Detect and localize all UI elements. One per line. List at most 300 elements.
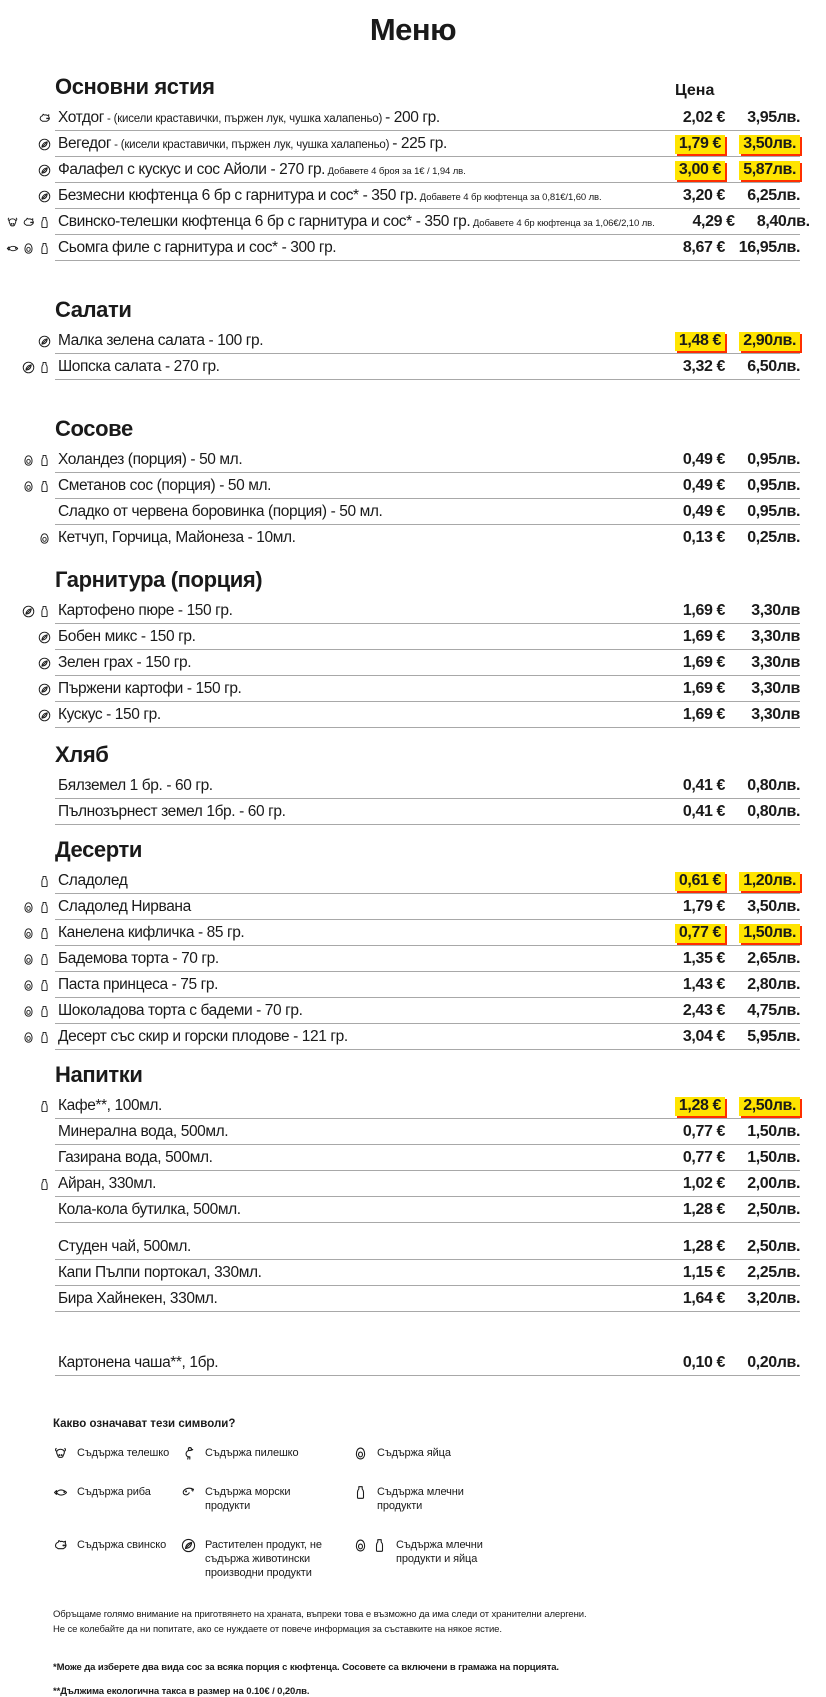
menu-item-row	[7, 1197, 800, 1223]
item-name	[58, 1290, 645, 1308]
legend-grid	[53, 1446, 826, 1580]
item-name-text: Сьомга филе с гарнитура и сос* - 300 гр.	[58, 239, 337, 256]
item-name	[58, 680, 645, 698]
item-name	[58, 872, 645, 890]
menu-item-row	[7, 650, 800, 676]
egg-icon	[22, 454, 35, 467]
milk-icon	[38, 1005, 51, 1018]
section-header-row	[55, 416, 800, 442]
veg-icon	[38, 164, 51, 177]
price-eur	[645, 924, 725, 943]
egg-icon	[22, 979, 35, 992]
legend-entry	[181, 1538, 353, 1581]
legend-entry-icons	[353, 1446, 368, 1461]
menu-section	[7, 1062, 800, 1376]
chicken-icon	[181, 1446, 196, 1461]
legend-entry	[53, 1446, 181, 1461]
milk-icon	[38, 216, 51, 229]
menu-item-row	[7, 1119, 800, 1145]
price-eur-value: 4,29 €	[692, 213, 735, 230]
price-eur-value: 0,49 €	[682, 477, 725, 494]
allergen-icons	[7, 979, 58, 992]
price-eur	[645, 503, 725, 521]
section-header-row	[55, 297, 800, 323]
price-eur	[645, 451, 725, 469]
price-eur-value: 1,69 €	[682, 602, 725, 619]
item-name-text: Свинско-телешки кюфтенца 6 бр с гарнитура и сос* - 350 гр.	[58, 213, 471, 230]
item-name	[58, 1123, 645, 1141]
menu-item-row	[7, 702, 800, 728]
menu-item-row	[7, 131, 800, 157]
beef-icon	[6, 216, 19, 229]
item-name	[58, 109, 645, 127]
item-name-text: Зелен грах - 150 гр.	[58, 654, 192, 671]
menu-item-row	[7, 328, 800, 354]
price-lev-value: 2,65лв.	[747, 950, 800, 967]
veg-icon	[38, 657, 51, 670]
price-eur-value: 3,04 €	[682, 1028, 725, 1045]
legend-entry	[353, 1446, 543, 1461]
price-eur-value: 1,79 €	[675, 135, 725, 154]
price-eur-value: 0,77 €	[682, 1149, 725, 1166]
item-name	[58, 1354, 645, 1372]
item-name	[58, 503, 645, 521]
price-lev	[725, 503, 800, 521]
egg-icon	[22, 242, 35, 255]
menu-item-row	[7, 624, 800, 650]
price-lev	[725, 706, 800, 724]
egg-icon	[353, 1446, 368, 1461]
price-lev	[725, 602, 800, 620]
price-lev	[725, 529, 800, 547]
price-eur-value: 1,15 €	[682, 1264, 725, 1281]
milk-icon	[38, 1178, 51, 1191]
milk-icon	[372, 1538, 387, 1553]
legend-entry-label: Съдържа пилешко	[205, 1447, 299, 1459]
price-eur	[645, 239, 725, 257]
price-lev-value: 0,25лв.	[747, 529, 800, 546]
price-eur	[645, 1201, 725, 1219]
legend-entry	[353, 1485, 543, 1514]
menu-item-row	[7, 676, 800, 702]
item-name	[58, 358, 645, 376]
item-name-text: Кускус - 150 гр.	[58, 706, 161, 723]
price-lev-value: 2,50лв.	[747, 1201, 800, 1218]
menu-item-row	[7, 1093, 800, 1119]
price-eur-value: 1,28 €	[682, 1238, 725, 1255]
item-name	[58, 1097, 645, 1115]
price-eur-value: 1,48 €	[675, 332, 725, 351]
veg-icon	[38, 709, 51, 722]
fish-icon	[6, 242, 19, 255]
price-eur	[645, 950, 725, 968]
item-name-text: Газирана вода, 500мл.	[58, 1149, 213, 1166]
item-name-detail: - (кисели краставички, пържен лук, чушка халапеньо)	[103, 113, 386, 125]
price-lev-value: 5,95лв.	[747, 1028, 800, 1045]
price-lev-value: 3,50лв.	[747, 898, 800, 915]
allergen-icons	[7, 190, 58, 203]
item-name-text: Шопска салата - 270 гр.	[58, 358, 220, 375]
milk-icon	[38, 1031, 51, 1044]
price-lev	[725, 332, 800, 351]
item-name-text: Картофено пюре - 150 гр.	[58, 602, 233, 619]
price-lev-value: 0,20лв.	[747, 1354, 800, 1371]
price-eur	[645, 872, 725, 891]
item-name-text: Бобен микс - 150 гр.	[58, 628, 196, 645]
price-eur	[645, 477, 725, 495]
price-lev-value: 2,50лв.	[747, 1238, 800, 1255]
price-eur-value: 1,35 €	[682, 950, 725, 967]
price-lev-value: 3,20лв.	[747, 1290, 800, 1307]
section-title: Салати	[55, 297, 132, 322]
item-name-detail: - (кисели краставички, пържен лук, чушка халапеньо)	[111, 139, 393, 151]
price-eur-value: 1,69 €	[682, 680, 725, 697]
veg-icon	[38, 631, 51, 644]
allergen-icons	[7, 1005, 58, 1018]
item-name	[58, 706, 645, 724]
menu-item-row	[7, 1171, 800, 1197]
allergen-icons	[7, 532, 58, 545]
price-eur	[645, 332, 725, 351]
item-name-end: - 225 гр.	[392, 135, 447, 152]
price-lev-value: 16,95лв.	[738, 239, 800, 256]
menu-section	[7, 742, 800, 825]
item-name-text: Капи Пълпи портокал, 330мл.	[58, 1264, 262, 1281]
price-eur	[645, 777, 725, 795]
price-lev-value: 3,30лв	[751, 680, 800, 697]
price-lev	[725, 135, 800, 154]
price-lev	[725, 1175, 800, 1193]
item-name	[58, 628, 645, 646]
menu-item-row	[7, 157, 800, 183]
price-lev	[725, 628, 800, 646]
allergen-note-line1: Обръщаме голямо внимание на приготвянето на храната, въпреки това е възможно да има следи от хранителни алергени.	[53, 1609, 587, 1621]
veg-icon	[22, 361, 35, 374]
item-name-text: Бялземел 1 бр. - 60 гр.	[58, 777, 213, 794]
item-name-text: Картонена чаша**, 1бр.	[58, 1354, 219, 1371]
price-eur	[645, 1354, 725, 1372]
price-eur-value: 3,32 €	[682, 358, 725, 375]
price-eur	[645, 1149, 725, 1167]
price-lev	[725, 1097, 800, 1116]
price-lev	[725, 950, 800, 968]
item-name-text: Сладко от червена боровинка (порция) - 50 мл.	[58, 503, 383, 520]
menu-item-row	[7, 354, 800, 380]
allergen-icons	[7, 454, 58, 467]
price-lev	[725, 161, 800, 180]
egg-icon	[22, 901, 35, 914]
menu-section	[7, 416, 800, 551]
price-lev-value: 1,50лв.	[739, 924, 800, 943]
legend-entry-icons	[181, 1538, 196, 1553]
price-lev-value: 1,20лв.	[739, 872, 800, 891]
legend-entry-icons	[53, 1485, 68, 1500]
milk-icon	[38, 361, 51, 374]
legend-entry-label: Съдържа риба	[77, 1486, 151, 1498]
price-eur-value: 1,69 €	[682, 654, 725, 671]
fish-icon	[53, 1485, 68, 1500]
section-header-row	[55, 567, 800, 593]
price-eur	[645, 628, 725, 646]
item-name-text: Фалафел с кускус и сос Айоли - 270 гр.	[58, 161, 326, 178]
seafood-icon	[181, 1485, 196, 1500]
item-name-text: Сладолед	[58, 872, 128, 889]
item-note: Добавете 4 бр кюфтенца за 0,81€/1,60 лв.	[417, 192, 602, 203]
legend-entry-icons	[181, 1446, 196, 1461]
price-eur	[645, 898, 725, 916]
legend-entry	[53, 1485, 181, 1514]
price-lev-value: 0,95лв.	[747, 451, 800, 468]
item-name	[58, 477, 645, 495]
price-lev-value: 6,25лв.	[747, 187, 800, 204]
item-name	[58, 451, 645, 469]
item-name	[58, 1175, 645, 1193]
legend-entry-icons	[53, 1446, 68, 1461]
legend-entry	[53, 1538, 181, 1581]
price-eur	[645, 602, 725, 620]
legend-entry-icons	[353, 1485, 368, 1500]
milk-icon	[38, 953, 51, 966]
item-name	[58, 976, 645, 994]
section-header-row	[55, 837, 800, 863]
allergen-icons	[7, 138, 58, 151]
price-lev	[725, 872, 800, 891]
item-name-text: Кетчуп, Горчица, Майонеза - 10мл.	[58, 529, 296, 546]
legend-entry-label: Съдържа свинско	[77, 1538, 167, 1551]
menu-section	[7, 837, 800, 1050]
section-title: Основни ястия	[55, 74, 215, 99]
menu-item-row	[7, 105, 800, 131]
price-lev	[725, 1149, 800, 1167]
item-note: Добавете 4 броя за 1€ / 1,94 лв.	[325, 166, 466, 177]
menu-item-row	[7, 1260, 800, 1286]
price-lev-value: 0,80лв.	[747, 803, 800, 820]
price-lev-value: 2,25лв.	[747, 1264, 800, 1281]
price-eur	[645, 976, 725, 994]
legend-entry	[181, 1485, 353, 1514]
price-lev-value: 3,95лв.	[747, 109, 800, 126]
menu-item-row	[7, 946, 800, 972]
price-eur-value: 2,43 €	[682, 1002, 725, 1019]
item-name	[58, 1201, 645, 1219]
allergen-icons	[7, 953, 58, 966]
price-lev	[725, 1002, 800, 1020]
allergen-icons	[7, 605, 58, 618]
section-title: Гарнитура (порция)	[55, 567, 263, 592]
price-lev	[725, 1201, 800, 1219]
price-lev-value: 2,00лв.	[747, 1175, 800, 1192]
price-lev	[725, 1264, 800, 1282]
legend-entry-label: Съдържа млечни продукти и яйца	[396, 1538, 483, 1565]
menu-item-row	[7, 894, 800, 920]
allergen-icons	[7, 631, 58, 644]
item-name	[58, 239, 645, 257]
price-eur	[645, 1002, 725, 1020]
sauce-note: *Може да изберете два вида сос за всяка порция с кюфтенца. Сосовете са включени в грамажа на порцията.	[53, 1661, 559, 1673]
item-name-text: Вегедог	[58, 135, 112, 152]
price-lev	[725, 898, 800, 916]
price-eur-value: 1,64 €	[682, 1290, 725, 1307]
price-eur	[645, 706, 725, 724]
item-name	[58, 950, 645, 968]
price-eur	[645, 161, 725, 180]
price-lev-value: 6,50лв.	[747, 358, 800, 375]
menu-item-row	[7, 598, 800, 624]
menu-section	[7, 74, 810, 261]
section-header-row	[55, 74, 800, 100]
item-name-text: Безмесни кюфтенца 6 бр с гарнитура и сос* - 350 гр.	[58, 187, 418, 204]
price-lev-value: 1,50лв.	[747, 1123, 800, 1140]
allergen-icons	[7, 1100, 58, 1113]
item-name-text: Пълнозърнест земел 1бр. - 60 гр.	[58, 803, 286, 820]
item-name	[58, 1028, 645, 1046]
price-lev	[725, 1028, 800, 1046]
menu-item-row	[7, 773, 800, 799]
milk-icon	[38, 979, 51, 992]
beef-icon	[53, 1446, 68, 1461]
item-name-text: Кафе**, 100мл.	[58, 1097, 162, 1114]
item-name	[58, 332, 645, 350]
veg-icon	[22, 605, 35, 618]
price-lev-value: 4,75лв.	[747, 1002, 800, 1019]
veg-icon	[38, 335, 51, 348]
item-name	[58, 803, 645, 821]
price-lev-value: 3,30лв	[751, 706, 800, 723]
allergen-icons	[7, 875, 58, 888]
legend-entry-label: Съдържа морски продукти	[205, 1486, 291, 1513]
pork-icon	[22, 216, 35, 229]
legend-entry-icons	[353, 1538, 387, 1553]
menu-sections	[7, 74, 810, 1376]
price-lev	[725, 803, 800, 821]
price-eur-value: 1,28 €	[682, 1201, 725, 1218]
allergen-icons	[7, 216, 58, 229]
price-lev	[725, 654, 800, 672]
item-name-end: - 200 гр.	[385, 109, 440, 126]
egg-icon	[22, 1005, 35, 1018]
price-lev	[725, 451, 800, 469]
item-name	[58, 1002, 645, 1020]
legend-title: Какво означават тези символи?	[53, 1418, 236, 1430]
item-name	[58, 161, 645, 179]
price-lev-value: 2,50лв.	[739, 1097, 800, 1116]
allergen-note	[53, 1608, 826, 1637]
price-eur-value: 2,02 €	[682, 109, 725, 126]
price-eur-value: 1,43 €	[682, 976, 725, 993]
menu-section	[7, 567, 800, 728]
price-eur-value: 0,49 €	[682, 503, 725, 520]
allergen-icons	[7, 242, 58, 255]
menu-item-row	[7, 447, 800, 473]
price-lev	[725, 358, 800, 376]
allergen-icons	[7, 657, 58, 670]
price-lev	[725, 477, 800, 495]
legend-entry-label: Съдържа яйца	[377, 1447, 451, 1459]
price-eur-value: 0,49 €	[682, 451, 725, 468]
item-name	[58, 213, 655, 231]
egg-icon	[22, 480, 35, 493]
menu-item-row	[7, 235, 800, 261]
veg-icon	[181, 1538, 196, 1553]
price-eur	[655, 213, 735, 231]
allergen-icons	[7, 112, 58, 125]
section-title: Сосове	[55, 416, 133, 441]
price-eur	[645, 358, 725, 376]
price-eur-value: 1,02 €	[682, 1175, 725, 1192]
price-lev-value: 0,95лв.	[747, 477, 800, 494]
allergen-icons	[7, 901, 58, 914]
price-lev-value: 2,80лв.	[747, 976, 800, 993]
milk-icon	[38, 875, 51, 888]
milk-icon	[38, 480, 51, 493]
item-name-text: Айран, 330мл.	[58, 1175, 157, 1192]
price-eur-value: 1,79 €	[682, 898, 725, 915]
price-eur	[645, 1264, 725, 1282]
milk-icon	[353, 1485, 368, 1500]
item-name	[58, 529, 645, 547]
menu-item-row	[7, 920, 800, 946]
menu-item-row	[7, 1350, 800, 1376]
milk-icon	[38, 242, 51, 255]
item-name	[58, 1149, 645, 1167]
price-lev	[725, 976, 800, 994]
price-lev	[725, 187, 800, 205]
price-eur-value: 0,13 €	[682, 529, 725, 546]
item-name-text: Сметанов сос (порция) - 50 мл.	[58, 477, 272, 494]
item-name-text: Холандез (порция) - 50 мл.	[58, 451, 243, 468]
egg-icon	[353, 1538, 368, 1553]
price-lev	[725, 777, 800, 795]
price-eur	[645, 1290, 725, 1308]
price-eur-value: 8,67 €	[682, 239, 725, 256]
menu-item-row	[7, 868, 800, 894]
price-eur	[645, 654, 725, 672]
price-lev-value: 8,40лв.	[756, 213, 810, 230]
price-eur-value: 0,77 €	[675, 924, 725, 943]
egg-icon	[22, 1031, 35, 1044]
price-lev-value: 3,30лв	[751, 602, 800, 619]
item-name	[58, 135, 645, 153]
price-eur	[645, 135, 725, 154]
price-eur	[645, 529, 725, 547]
price-eur	[645, 1028, 725, 1046]
item-name	[58, 898, 645, 916]
legend-entry-icons	[181, 1485, 196, 1500]
item-name-text: Паста принцеса - 75 гр.	[58, 976, 218, 993]
menu-item-row	[7, 209, 810, 235]
price-lev-value: 1,50лв.	[747, 1149, 800, 1166]
legend-entry-label: Съдържа телешко	[77, 1447, 170, 1459]
egg-icon	[38, 532, 51, 545]
menu-page	[0, 12, 826, 1697]
price-eur	[645, 109, 725, 127]
price-lev	[725, 680, 800, 698]
allergen-icons	[7, 1178, 58, 1191]
section-title: Десерти	[55, 837, 143, 862]
menu-section	[7, 297, 800, 380]
allergen-icons	[7, 335, 58, 348]
allergen-icons	[7, 361, 58, 374]
milk-icon	[38, 927, 51, 940]
price-eur-value: 0,10 €	[682, 1354, 725, 1371]
price-lev-value: 3,50лв.	[739, 135, 800, 154]
price-eur	[645, 187, 725, 205]
legend-entry-label: Растителен продукт, не съдържа животински производни продукти	[205, 1538, 322, 1580]
price-eur	[645, 803, 725, 821]
section-title: Напитки	[55, 1062, 143, 1087]
menu-item-row	[7, 499, 800, 525]
price-lev	[725, 924, 800, 943]
